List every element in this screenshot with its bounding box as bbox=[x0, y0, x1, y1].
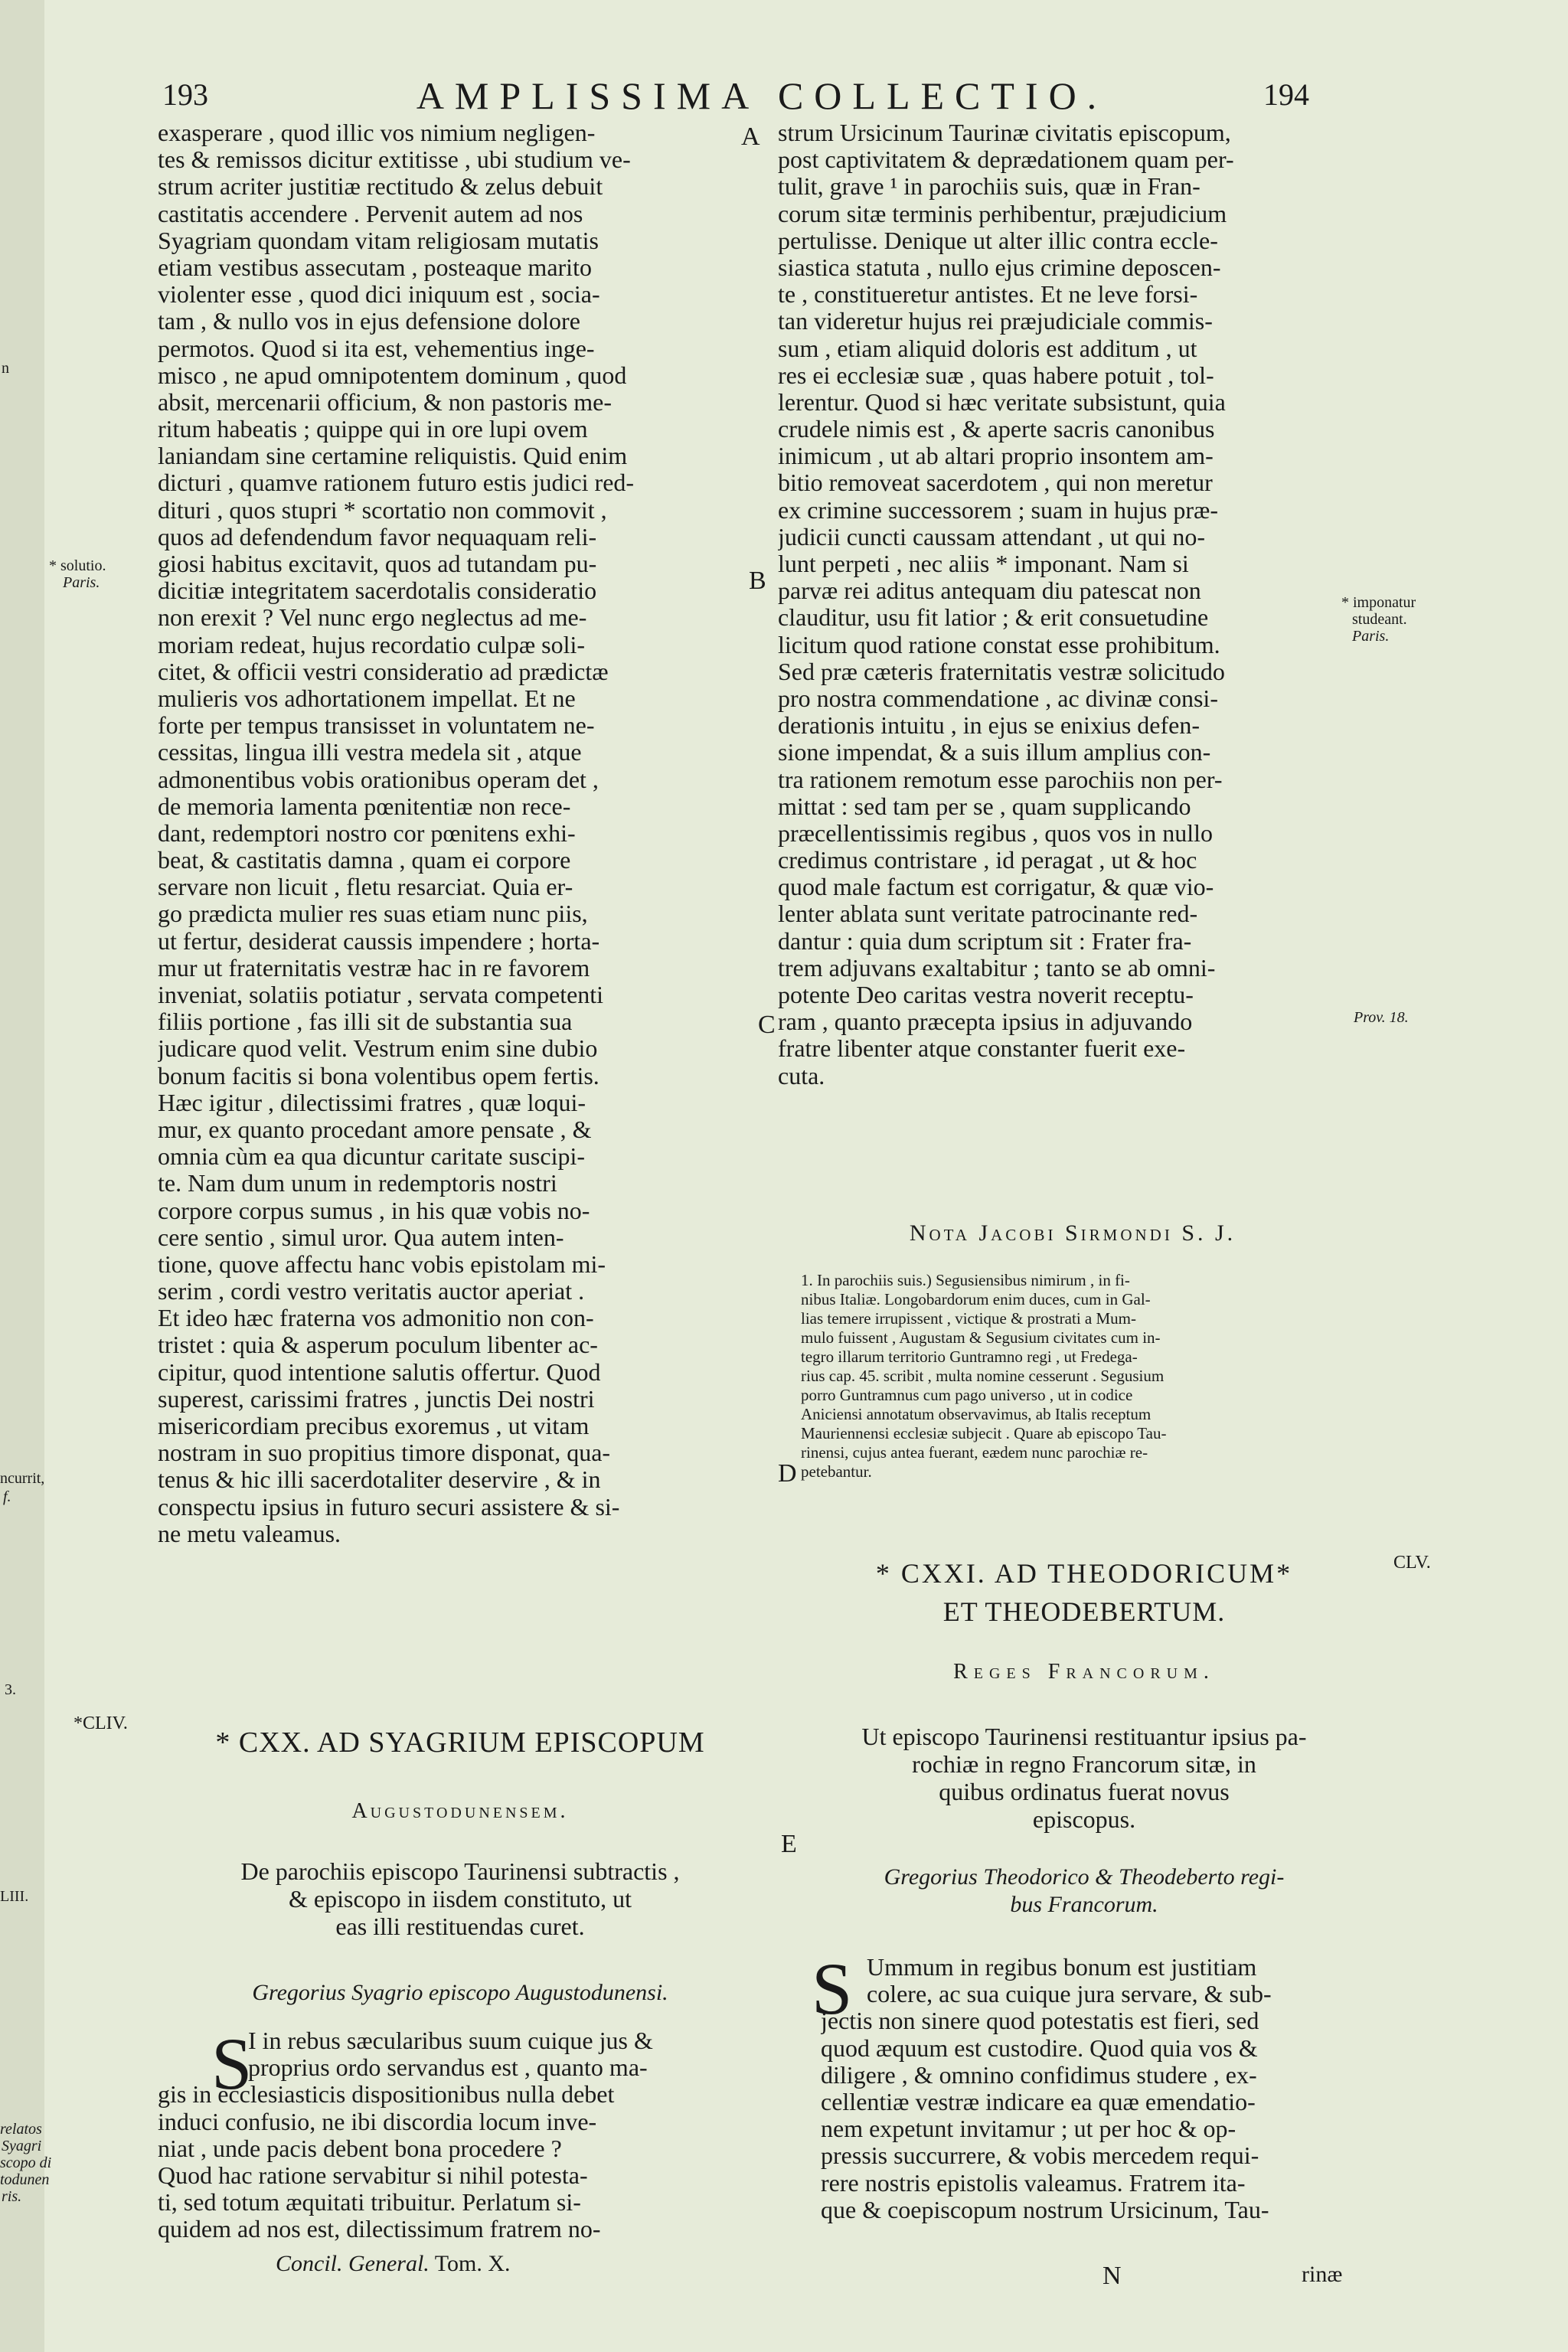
text-line: mur, ex quanto procedant amore pensate , & bbox=[158, 1116, 592, 1143]
text-line: strum Ursicinum Taurinæ civitatis episcopum, bbox=[778, 119, 1231, 146]
text-line: pertulisse. Denique ut alter illic contra eccle- bbox=[778, 227, 1218, 254]
text-line: lerentur. Quod si hæc veritate subsistunt, quia bbox=[778, 388, 1226, 416]
text-line: filiis portione , fas illi sit de substantia sua bbox=[158, 1008, 573, 1036]
gutter-letter-d: D bbox=[778, 1459, 797, 1488]
margin-note-line: Paris. bbox=[1352, 628, 1390, 645]
text-line: mulieris vos adhortationem impellat. Et ne bbox=[158, 684, 576, 712]
edge-fragment: LIII. bbox=[0, 1888, 29, 1905]
text-line: conspectu ipsius in futuro securi assistere & si- bbox=[158, 1493, 620, 1521]
text-line: superest, carissimi fratres , junctis Dei nostri bbox=[158, 1385, 595, 1413]
text-line: tione, quove affectu hanc vobis epistolam mi- bbox=[158, 1250, 606, 1278]
text-line: dituri , quos stupri * scortatio non commovit , bbox=[158, 496, 607, 524]
text-line: potente Deo caritas vestra noverit receptu- bbox=[778, 982, 1194, 1008]
text-line: citet, & officii vestri consideratio ad prædictæ bbox=[158, 658, 609, 685]
note-line: lias temere irrupissent , victique & prostrati a Mum- bbox=[801, 1309, 1136, 1328]
text-line: sum , etiam aliquid doloris est additum , ut bbox=[778, 335, 1197, 362]
text-line: mur ut fraternitatis vestræ hac in re favorem bbox=[158, 954, 590, 982]
text-line: Hæc igitur , dilectissimi fratres , quæ loqui- bbox=[158, 1089, 586, 1116]
catchword: rinæ bbox=[1302, 2262, 1343, 2287]
text-line: mittat : sed tam per se , quam supplicando bbox=[778, 792, 1191, 820]
text-line: ex crimine successorem ; suam in hujus præ- bbox=[778, 496, 1218, 524]
text-line: dantur : quia dum scriptum sit : Frater fra- bbox=[778, 927, 1192, 955]
signature-mark: N bbox=[1102, 2262, 1122, 2290]
edge-fragment: todunen bbox=[0, 2171, 50, 2188]
text-line: lunt perpeti , nec aliis * imponant. Nam si bbox=[778, 550, 1189, 577]
edge-fragment: scopo di bbox=[0, 2154, 52, 2171]
cxxi-summary bbox=[778, 1723, 1390, 1833]
text-line: I in rebus sæcularibus suum cuique jus & bbox=[248, 2027, 653, 2054]
text-line: etiam vestibus assecutam , posteaque marito bbox=[158, 253, 592, 281]
page-fold-shadow bbox=[0, 0, 44, 2352]
gutter-letter-e: E bbox=[781, 1830, 797, 1858]
text-line: diligere , & omnino confidimus studere , ex- bbox=[821, 2061, 1257, 2089]
footer-council: Concil. General. bbox=[276, 2251, 430, 2276]
text-line: que & coepiscopum nostrum Ursicinum, Tau- bbox=[821, 2196, 1269, 2223]
cxxi-dropcap: S bbox=[812, 1948, 853, 2030]
text-line: quod male factum est corrigatur, & quæ vio- bbox=[778, 874, 1214, 901]
text-line: te. Nam dum unum in redemptoris nostri bbox=[158, 1170, 557, 1197]
margin-note-line: Paris. bbox=[63, 574, 100, 591]
text-line: corum sitæ terminis perhibentur, præjudicium bbox=[778, 200, 1227, 227]
margin-note-line: * imponatur bbox=[1341, 594, 1416, 611]
text-line: fratre libenter atque constanter fuerit exe- bbox=[778, 1035, 1186, 1063]
summary-line: eas illi restituendas curet. bbox=[335, 1913, 585, 1940]
right-column-text bbox=[778, 119, 1367, 1089]
text-line: judicii cuncti caussam attendant , ut qui no- bbox=[778, 523, 1206, 550]
text-line: omnia cùm ea qua dicuntur caritate suscipi- bbox=[158, 1143, 586, 1171]
summary-line: Ut episcopo Taurinensi restituantur ipsius pa- bbox=[861, 1723, 1307, 1750]
text-line: bonum facitis si bona volentibus opem fertis. bbox=[158, 1062, 599, 1089]
text-line: giosi habitus excitavit, quos ad tutandam pu- bbox=[158, 550, 597, 577]
text-line: derationis intuitu , in ejus se enixius defen- bbox=[778, 712, 1200, 740]
text-line: corpore corpus sumus , in his quæ vobis no- bbox=[158, 1197, 590, 1224]
text-line: forte per tempus transisset in voluntatem ne- bbox=[158, 712, 595, 740]
summary-line: rochiæ in regno Francorum sitæ, in bbox=[912, 1750, 1256, 1778]
text-line: bitio removeat sacerdotem , qui non meretur bbox=[778, 469, 1213, 497]
text-line: lenter ablata sunt veritate patrocinante red- bbox=[778, 900, 1198, 928]
text-line: pro nostra commendatione , ac divinæ consi- bbox=[778, 684, 1218, 712]
text-line: gis in ecclesiasticis dispositionibus nulla debet bbox=[158, 2081, 615, 2109]
text-line: ram , quanto præcepta ipsius in adjuvando bbox=[778, 1008, 1193, 1036]
edge-fragment: ncurrit, bbox=[0, 1470, 45, 1487]
edge-fragment: Syagri bbox=[2, 2138, 42, 2154]
text-line: cellentiæ vestræ indicare ea quæ emendatio- bbox=[821, 2088, 1256, 2115]
text-line: de memoria lamenta pœnitentiæ non rece- bbox=[158, 792, 571, 820]
text-line: siastica statuta , nullo ejus crimine deposcen- bbox=[778, 253, 1221, 281]
nota-text bbox=[801, 1271, 1367, 1481]
text-line: clauditur, usu fit latior ; & erit consuetudine bbox=[778, 604, 1209, 632]
text-line: ritum habeatis ; quippe qui in ore lupi ovem bbox=[158, 416, 588, 443]
text-line: cere sentio , simul uror. Qua autem inten- bbox=[158, 1223, 564, 1251]
text-line: credimus contristare , id peragat , ut & hoc bbox=[778, 847, 1197, 874]
running-title: AMPLISSIMA COLLECTIO. bbox=[416, 74, 1108, 117]
text-line: tan videretur hujus rei præjudiciale commis- bbox=[778, 308, 1213, 335]
text-line: dicitiæ integritatem sacerdotalis consideratio bbox=[158, 577, 597, 605]
text-line: jectis non sinere quod potestatis est fieri, sed bbox=[821, 2007, 1259, 2035]
text-line: tulit, grave ¹ in parochiis suis, quæ in Fran- bbox=[778, 173, 1200, 201]
cxx-intro-text bbox=[158, 2023, 763, 2243]
text-line: inveniat, solatiis potiatur , servata competenti bbox=[158, 982, 604, 1008]
text-line: exasperare , quod illic vos nimium negligen- bbox=[158, 119, 596, 146]
text-line: go prædicta mulier res suas etiam nunc piis, bbox=[158, 900, 588, 928]
footer-tome: Tom. X. bbox=[434, 2251, 511, 2276]
cxx-dropcap: S bbox=[211, 2023, 253, 2105]
text-line: niat , unde pacis debent bona procedere ? bbox=[158, 2135, 562, 2162]
edge-fragment: f. bbox=[3, 1488, 11, 1505]
text-line: misericordiam precibus exoremus , ut vitam bbox=[158, 1413, 590, 1439]
footer-signature bbox=[276, 2251, 511, 2277]
note-line: tegro illarum territorio Guntramno regi , ut Fredega- bbox=[801, 1348, 1138, 1366]
text-line: induci confusio, ne ibi discordia locum inve- bbox=[158, 2108, 597, 2135]
summary-line: De parochiis episcopo Taurinensi subtractis , bbox=[240, 1857, 680, 1885]
cxxi-intro-text bbox=[821, 1954, 1403, 2223]
text-line: dicturi , quamve rationem futuro estis judici red- bbox=[158, 469, 635, 497]
text-line: serim , cordi vestro veritatis auctor aperiat . bbox=[158, 1278, 585, 1305]
note-line: mulo fuissent , Augustam & Segusium civitates cum in- bbox=[801, 1328, 1161, 1347]
text-line: trem adjuvans exaltabitur ; tanto se ab omni- bbox=[778, 954, 1216, 982]
margin-note-cliv: *CLIV. bbox=[74, 1713, 128, 1733]
text-line: tes & remissos dicitur extitisse , ubi studium ve- bbox=[158, 146, 631, 174]
text-line: rere nostris epistolis valeamus. Fratrem ita- bbox=[821, 2169, 1246, 2197]
cxx-salutation: Gregorius Syagrio episcopo Augustodunensi. bbox=[252, 1980, 668, 2005]
note-line: rinensi, cujus antea fuerant, eædem nunc parochiæ re- bbox=[801, 1443, 1148, 1462]
edge-fragment: ris. bbox=[2, 2188, 22, 2205]
text-line: tam , & nullo vos in ejus defensione dolore bbox=[158, 308, 580, 335]
text-line: te , constitueretur antistes. Et ne leve forsi- bbox=[778, 281, 1198, 309]
text-line: ne metu valeamus. bbox=[158, 1520, 341, 1547]
note-line: Mauriennensi ecclesiæ subjecit . Quare ab episcopo Tau- bbox=[801, 1424, 1167, 1442]
text-line: post captivitatem & deprædationem quam per- bbox=[778, 146, 1234, 174]
note-line: 1. In parochiis suis.) Segusiensibus nimirum , in fi- bbox=[801, 1271, 1130, 1289]
margin-note-solutio bbox=[49, 557, 106, 591]
nota-title: Nota Jacobi Sirmondi S. J. bbox=[909, 1220, 1236, 1246]
summary-line: quibus ordinatus fuerat novus bbox=[939, 1778, 1230, 1805]
text-line: judicare quod velit. Vestrum enim sine dubio bbox=[158, 1035, 598, 1063]
note-line: Aniciensi annotatum observavimus, ab Italis receptum bbox=[801, 1405, 1152, 1423]
cxxi-salutation bbox=[778, 1864, 1390, 1919]
text-line: res ei ecclesiæ suæ , quas habere potuit , tol- bbox=[778, 361, 1214, 389]
text-line: misco , ne apud omnipotentem dominum , quod bbox=[158, 361, 627, 389]
text-line: strum acriter justitiæ rectitudo & zelus debuit bbox=[158, 173, 603, 201]
text-line: permotos. Quod si ita est, vehementius inge- bbox=[158, 335, 595, 362]
text-line: inimicum , ut ab altari proprio insontem am- bbox=[778, 443, 1214, 470]
left-page-number: 193 bbox=[162, 77, 208, 112]
cxx-summary bbox=[158, 1857, 763, 1940]
text-line: quos ad defendendum favor nequaquam reli- bbox=[158, 523, 597, 550]
text-line: sione impendat, & a suis illum amplius con- bbox=[778, 739, 1211, 766]
note-line: porro Guntramnus cum pago universo , ut in codice bbox=[801, 1386, 1133, 1404]
text-line: dant, redemptori nostro cor pœnitens exhi- bbox=[158, 819, 576, 847]
gutter-letter-b: B bbox=[749, 567, 766, 595]
note-line: rius cap. 45. scribit , multa nomine cesserunt . Segusium bbox=[801, 1367, 1165, 1385]
note-line: petebantur. bbox=[801, 1462, 872, 1481]
text-line: quod æquum est custodire. Quod quia vos & bbox=[821, 2034, 1258, 2062]
text-line: pressis succurrere, & vobis mercedem requi- bbox=[821, 2142, 1259, 2170]
text-line: non erexit ? Vel nunc ergo neglectus ad me- bbox=[158, 604, 587, 632]
text-line: beat, & castitatis damna , quam ei corpore bbox=[158, 847, 571, 874]
gutter-letter-c: C bbox=[758, 1011, 776, 1039]
text-line: crudele nimis est , & aperte sacris canonibus bbox=[778, 416, 1215, 443]
text-line: Sed præ cæteris fraternitatis vestræ solicitudo bbox=[778, 658, 1225, 685]
text-line: cipitur, quod intentione salutis offertur. Quod bbox=[158, 1358, 601, 1386]
left-column-text bbox=[158, 119, 763, 1547]
salutation-line: Gregorius Theodorico & Theodeberto regi- bbox=[884, 1864, 1285, 1890]
text-line: parvæ rei aditus antequam diu patescat non bbox=[778, 577, 1201, 605]
text-line: castitatis accendere . Pervenit autem ad nos bbox=[158, 200, 583, 227]
summary-line: & episcopo in iisdem constituto, ut bbox=[289, 1885, 632, 1913]
text-line: tenus & hic illi sacerdotaliter deservire , & in bbox=[158, 1466, 601, 1494]
text-line: Quod hac ratione servabitur si nihil potesta- bbox=[158, 2161, 588, 2189]
edge-fragment: relatos bbox=[0, 2121, 42, 2138]
text-line: servare non licuit , fletu resarciat. Quia er- bbox=[158, 874, 573, 901]
text-line: violenter esse , quod dici iniquum est , socia- bbox=[158, 281, 600, 309]
text-line: Syagriam quondam vitam religiosam mutatis bbox=[158, 227, 599, 254]
summary-line: episcopus. bbox=[1032, 1805, 1136, 1833]
text-line: tra rationem remotum esse parochiis non per- bbox=[778, 766, 1223, 793]
text-line: proprius ordo servandus est , quanto ma- bbox=[248, 2054, 648, 2082]
right-page-number: 194 bbox=[1263, 77, 1309, 112]
text-line: cuta. bbox=[778, 1062, 825, 1089]
text-line: nostram in suo propitius timore disponat, qua- bbox=[158, 1439, 611, 1467]
text-line: Et ideo hæc fraterna vos admonitio non con- bbox=[158, 1305, 594, 1332]
cxxi-subheading: Reges Francorum. bbox=[953, 1660, 1215, 1684]
note-line: nibus Italiæ. Longobardorum enim duces, cum in Gal- bbox=[801, 1290, 1151, 1308]
text-line: moriam redeat, hujus recordatio culpæ soli- bbox=[158, 631, 586, 658]
margin-note-prov: Prov. 18. bbox=[1354, 1009, 1409, 1026]
edge-fragment: n bbox=[2, 360, 9, 377]
text-line: ti, sed totum æquitati tribuitur. Perlatum si- bbox=[158, 2189, 581, 2216]
cxx-subheading: Augustodunensem. bbox=[351, 1799, 569, 1823]
text-line: laniandam sine certamine reliquistis. Quid enim bbox=[158, 443, 628, 470]
text-line: tristet : quia & asperum poculum libenter ac- bbox=[158, 1331, 598, 1359]
salutation-line: bus Francorum. bbox=[1010, 1892, 1158, 1917]
margin-note-line: studeant. bbox=[1352, 611, 1407, 628]
text-line: licitum quod ratione constat esse prohibitum. bbox=[778, 631, 1220, 658]
text-line: absit, mercenarii officium, & non pastoris me- bbox=[158, 388, 612, 416]
margin-note-clv: CLV. bbox=[1393, 1553, 1431, 1573]
text-line: Ummum in regibus bonum est justitiam bbox=[867, 1954, 1257, 1981]
text-line: quidem ad nos est, dilectissimum fratrem no- bbox=[158, 2216, 601, 2243]
text-line: nem expetunt invitamur ; ut per hoc & op- bbox=[821, 2115, 1236, 2143]
edge-fragment: 3. bbox=[5, 1681, 16, 1698]
cxxi-heading-line1: * CXXI. AD THEODORICUM* bbox=[875, 1558, 1293, 1589]
cxxi-heading-line2: ET THEODEBERTUM. bbox=[942, 1596, 1226, 1627]
text-line: admonentibus vobis orationibus operam det , bbox=[158, 766, 599, 793]
text-line: colere, ac sua cuique jura servare, & sub- bbox=[867, 1981, 1272, 2008]
text-line: præcellentissimis regibus , quos vos in nullo bbox=[778, 819, 1213, 847]
text-line: ut fertur, desiderat caussis impendere ; horta- bbox=[158, 927, 600, 955]
margin-note-line: * solutio. bbox=[49, 557, 106, 574]
text-line: cessitas, lingua illi vestra medela sit , atque bbox=[158, 739, 582, 766]
gutter-letter-a: A bbox=[741, 122, 760, 151]
cxx-heading: * CXX. AD SYAGRIUM EPISCOPUM bbox=[215, 1726, 705, 1759]
margin-note-imponatur bbox=[1341, 594, 1416, 645]
